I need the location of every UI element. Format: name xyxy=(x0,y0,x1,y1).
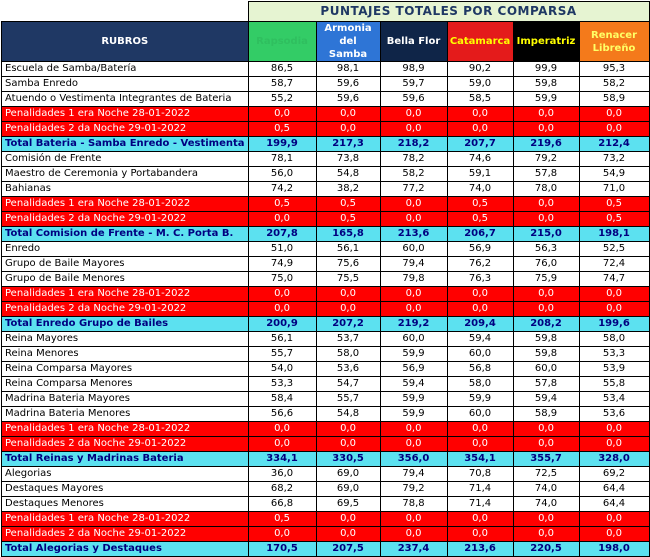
score-cell: 60,0 xyxy=(447,407,513,422)
score-cell: 215,0 xyxy=(513,227,579,242)
score-cell: 57,8 xyxy=(513,167,579,182)
score-cell: 0,0 xyxy=(513,422,579,437)
penalty-row xyxy=(2,302,650,317)
rubro-label: Destaques Mayores xyxy=(2,482,249,497)
score-cell: 76,3 xyxy=(447,272,513,287)
score-cell: 72,5 xyxy=(513,467,579,482)
score-cell: 165,8 xyxy=(316,227,380,242)
score-cell: 78,8 xyxy=(380,497,447,512)
score-cell: 220,5 xyxy=(513,542,579,557)
title-spacer xyxy=(2,2,249,22)
table-row xyxy=(2,332,650,347)
rubro-label: Penalidades 1 era Noche 28-01-2022 xyxy=(2,197,249,212)
rubro-label: Reina Comparsa Menores xyxy=(2,377,249,392)
score-cell: 71,0 xyxy=(579,182,649,197)
score-cell: 56,6 xyxy=(248,407,316,422)
score-cell: 219,6 xyxy=(513,137,579,152)
score-cell: 77,2 xyxy=(380,182,447,197)
score-cell: 0,0 xyxy=(380,287,447,302)
column-header-rapsodia: Rapsodia xyxy=(248,22,316,62)
score-cell: 76,2 xyxy=(447,257,513,272)
score-cell: 53,6 xyxy=(579,407,649,422)
score-cell: 57,8 xyxy=(513,377,579,392)
table-row xyxy=(2,347,650,362)
score-cell: 59,6 xyxy=(316,92,380,107)
score-cell: 56,1 xyxy=(248,332,316,347)
score-cell: 0,0 xyxy=(380,437,447,452)
score-cell: 0,5 xyxy=(248,122,316,137)
total-row xyxy=(2,452,650,467)
score-cell: 0,0 xyxy=(513,287,579,302)
score-cell: 0,0 xyxy=(316,287,380,302)
score-cell: 36,0 xyxy=(248,467,316,482)
score-cell: 209,4 xyxy=(447,317,513,332)
score-cell: 64,4 xyxy=(579,497,649,512)
score-cell: 0,0 xyxy=(316,527,380,542)
table-row xyxy=(2,167,650,182)
rubro-label: Atuendo o Vestimenta Integrantes de Bateria xyxy=(2,92,249,107)
score-cell: 74,9 xyxy=(248,257,316,272)
score-cell: 59,6 xyxy=(316,77,380,92)
score-cell: 0,0 xyxy=(579,512,649,527)
score-cell: 59,9 xyxy=(380,407,447,422)
score-cell: 54,8 xyxy=(316,407,380,422)
score-cell: 56,1 xyxy=(316,242,380,257)
score-cell: 0,0 xyxy=(316,122,380,137)
rubro-label: Comisión de Frente xyxy=(2,152,249,167)
score-cell: 55,2 xyxy=(248,92,316,107)
rubro-label: Total Alegorias y Destaques xyxy=(2,542,249,557)
score-cell: 0,0 xyxy=(316,512,380,527)
rubro-label: Reina Menores xyxy=(2,347,249,362)
score-cell: 0,0 xyxy=(513,302,579,317)
score-cell: 60,0 xyxy=(447,347,513,362)
table-title: PUNTAJES TOTALES POR COMPARSA xyxy=(248,2,649,22)
rubro-label: Samba Enredo xyxy=(2,77,249,92)
score-cell: 0,0 xyxy=(513,107,579,122)
score-cell: 66,8 xyxy=(248,497,316,512)
score-cell: 55,7 xyxy=(248,347,316,362)
score-cell: 79,4 xyxy=(380,257,447,272)
score-cell: 60,0 xyxy=(380,332,447,347)
rubros-header: RUBROS xyxy=(2,22,249,62)
rubro-label: Madrina Bateria Menores xyxy=(2,407,249,422)
score-cell: 0,5 xyxy=(248,512,316,527)
score-cell: 76,0 xyxy=(513,257,579,272)
score-cell: 0,0 xyxy=(447,107,513,122)
score-cell: 59,8 xyxy=(513,77,579,92)
score-cell: 0,0 xyxy=(316,422,380,437)
score-cell: 72,4 xyxy=(579,257,649,272)
score-cell: 56,3 xyxy=(513,242,579,257)
penalty-row xyxy=(2,422,650,437)
score-cell: 0,5 xyxy=(579,212,649,227)
column-header-bella-flor: Bella Flor xyxy=(380,22,447,62)
score-cell: 99,9 xyxy=(513,62,579,77)
score-cell: 74,2 xyxy=(248,182,316,197)
score-cell: 213,6 xyxy=(380,227,447,242)
rubro-label: Penalidades 2 da Noche 29-01-2022 xyxy=(2,212,249,227)
rubro-label: Total Bateria - Samba Enredo - Vestimenta xyxy=(2,137,249,152)
score-cell: 69,5 xyxy=(316,497,380,512)
score-cell: 64,4 xyxy=(579,482,649,497)
score-cell: 74,0 xyxy=(513,497,579,512)
score-cell: 0,5 xyxy=(579,197,649,212)
score-cell: 0,0 xyxy=(316,107,380,122)
score-cell: 200,9 xyxy=(248,317,316,332)
rubro-label: Maestro de Ceremonia y Portabandera xyxy=(2,167,249,182)
score-cell: 69,0 xyxy=(316,482,380,497)
title-row xyxy=(2,2,650,22)
score-cell: 54,7 xyxy=(316,377,380,392)
header-row xyxy=(2,22,650,62)
score-cell: 0,0 xyxy=(380,302,447,317)
score-cell: 74,6 xyxy=(447,152,513,167)
score-cell: 79,8 xyxy=(380,272,447,287)
score-cell: 54,0 xyxy=(248,362,316,377)
table-row xyxy=(2,482,650,497)
score-cell: 58,2 xyxy=(380,167,447,182)
rubro-label: Penalidades 1 era Noche 28-01-2022 xyxy=(2,107,249,122)
penalty-row xyxy=(2,122,650,137)
rubro-label: Penalidades 2 da Noche 29-01-2022 xyxy=(2,122,249,137)
score-cell: 53,6 xyxy=(316,362,380,377)
score-cell: 58,0 xyxy=(447,377,513,392)
score-cell: 59,9 xyxy=(380,392,447,407)
table-row xyxy=(2,92,650,107)
table-row xyxy=(2,242,650,257)
score-cell: 59,4 xyxy=(380,377,447,392)
score-cell: 0,0 xyxy=(513,512,579,527)
score-cell: 75,9 xyxy=(513,272,579,287)
score-cell: 98,9 xyxy=(380,62,447,77)
score-cell: 56,9 xyxy=(447,242,513,257)
score-cell: 53,3 xyxy=(579,347,649,362)
score-cell: 59,4 xyxy=(513,392,579,407)
score-cell: 59,0 xyxy=(447,77,513,92)
score-cell: 0,0 xyxy=(380,512,447,527)
total-row xyxy=(2,137,650,152)
rubro-label: Penalidades 2 da Noche 29-01-2022 xyxy=(2,527,249,542)
column-header-renacer-libreno: Renacer Libreño xyxy=(579,22,649,62)
score-cell: 98,1 xyxy=(316,62,380,77)
score-cell: 199,6 xyxy=(579,317,649,332)
score-cell: 207,7 xyxy=(447,137,513,152)
score-cell: 56,0 xyxy=(248,167,316,182)
rubro-label: Penalidades 1 era Noche 28-01-2022 xyxy=(2,422,249,437)
score-cell: 0,0 xyxy=(513,122,579,137)
score-cell: 198,1 xyxy=(579,227,649,242)
rubro-label: Total Reinas y Madrinas Bateria xyxy=(2,452,249,467)
score-cell: 0,0 xyxy=(380,422,447,437)
penalty-row xyxy=(2,527,650,542)
score-cell: 0,0 xyxy=(380,527,447,542)
score-cell: 207,2 xyxy=(316,317,380,332)
score-cell: 79,2 xyxy=(380,482,447,497)
score-cell: 59,9 xyxy=(513,92,579,107)
score-cell: 198,0 xyxy=(579,542,649,557)
score-cell: 86,5 xyxy=(248,62,316,77)
rubro-label: Total Comision de Frente - M. C. Porta B. xyxy=(2,227,249,242)
score-cell: 53,7 xyxy=(316,332,380,347)
score-cell: 0,5 xyxy=(316,197,380,212)
score-cell: 0,5 xyxy=(447,212,513,227)
score-cell: 59,6 xyxy=(380,92,447,107)
score-cell: 0,0 xyxy=(248,212,316,227)
rubro-label: Bahianas xyxy=(2,182,249,197)
scores-table-body xyxy=(2,2,650,557)
score-cell: 330,5 xyxy=(316,452,380,467)
rubro-label: Grupo de Baile Menores xyxy=(2,272,249,287)
table-row xyxy=(2,257,650,272)
score-cell: 0,0 xyxy=(513,527,579,542)
score-cell: 0,0 xyxy=(316,302,380,317)
score-cell: 58,9 xyxy=(513,407,579,422)
score-cell: 0,0 xyxy=(447,302,513,317)
score-cell: 0,0 xyxy=(248,527,316,542)
rubro-label: Enredo xyxy=(2,242,249,257)
table-row xyxy=(2,467,650,482)
column-header-armonia-del-samba: Armonia del Samba xyxy=(316,22,380,62)
score-cell: 58,7 xyxy=(248,77,316,92)
score-cell: 0,0 xyxy=(579,302,649,317)
total-row xyxy=(2,227,650,242)
score-cell: 55,7 xyxy=(316,392,380,407)
score-cell: 0,0 xyxy=(579,287,649,302)
score-cell: 52,5 xyxy=(579,242,649,257)
table-row xyxy=(2,152,650,167)
score-cell: 74,0 xyxy=(447,182,513,197)
score-cell: 0,0 xyxy=(380,212,447,227)
score-cell: 0,0 xyxy=(248,437,316,452)
scores-table-wrapper xyxy=(1,1,650,557)
score-cell: 0,0 xyxy=(579,107,649,122)
score-cell: 59,8 xyxy=(513,347,579,362)
score-cell: 78,2 xyxy=(380,152,447,167)
rubro-label: Penalidades 1 era Noche 28-01-2022 xyxy=(2,512,249,527)
score-cell: 207,5 xyxy=(316,542,380,557)
score-cell: 218,2 xyxy=(380,137,447,152)
penalty-row xyxy=(2,107,650,122)
score-cell: 38,2 xyxy=(316,182,380,197)
score-cell: 217,3 xyxy=(316,137,380,152)
score-cell: 69,0 xyxy=(316,467,380,482)
score-cell: 54,9 xyxy=(579,167,649,182)
score-cell: 95,3 xyxy=(579,62,649,77)
rubro-label: Penalidades 2 da Noche 29-01-2022 xyxy=(2,437,249,452)
score-cell: 0,0 xyxy=(447,512,513,527)
score-cell: 70,8 xyxy=(447,467,513,482)
table-row xyxy=(2,392,650,407)
score-cell: 59,9 xyxy=(380,347,447,362)
score-cell: 90,2 xyxy=(447,62,513,77)
table-row xyxy=(2,362,650,377)
score-cell: 75,5 xyxy=(316,272,380,287)
total-row xyxy=(2,317,650,332)
score-cell: 53,9 xyxy=(579,362,649,377)
score-cell: 56,9 xyxy=(380,362,447,377)
score-cell: 0,0 xyxy=(447,527,513,542)
score-cell: 74,0 xyxy=(513,482,579,497)
score-cell: 71,4 xyxy=(447,497,513,512)
score-cell: 0,0 xyxy=(248,107,316,122)
score-cell: 213,6 xyxy=(447,542,513,557)
score-cell: 73,2 xyxy=(579,152,649,167)
penalty-row xyxy=(2,512,650,527)
score-cell: 59,4 xyxy=(447,332,513,347)
score-cell: 0,0 xyxy=(248,422,316,437)
score-cell: 0,0 xyxy=(513,212,579,227)
score-cell: 55,8 xyxy=(579,377,649,392)
score-cell: 0,0 xyxy=(579,422,649,437)
score-cell: 0,0 xyxy=(380,107,447,122)
score-cell: 58,2 xyxy=(579,77,649,92)
score-cell: 79,4 xyxy=(380,467,447,482)
score-cell: 75,6 xyxy=(316,257,380,272)
score-cell: 78,1 xyxy=(248,152,316,167)
score-cell: 59,9 xyxy=(447,392,513,407)
score-cell: 355,7 xyxy=(513,452,579,467)
score-cell: 208,2 xyxy=(513,317,579,332)
table-row xyxy=(2,182,650,197)
score-cell: 78,0 xyxy=(513,182,579,197)
score-cell: 53,3 xyxy=(248,377,316,392)
score-cell: 207,8 xyxy=(248,227,316,242)
score-cell: 58,9 xyxy=(579,92,649,107)
score-cell: 0,0 xyxy=(579,122,649,137)
column-header-catamarca: Catamarca xyxy=(447,22,513,62)
table-row xyxy=(2,407,650,422)
table-row xyxy=(2,497,650,512)
score-cell: 53,4 xyxy=(579,392,649,407)
score-cell: 0,0 xyxy=(380,122,447,137)
penalty-row xyxy=(2,437,650,452)
score-cell: 0,0 xyxy=(447,122,513,137)
score-cell: 0,0 xyxy=(447,437,513,452)
rubro-label: Alegorias xyxy=(2,467,249,482)
penalty-row xyxy=(2,212,650,227)
score-cell: 328,0 xyxy=(579,452,649,467)
score-cell: 0,0 xyxy=(380,197,447,212)
score-cell: 170,5 xyxy=(248,542,316,557)
score-cell: 354,1 xyxy=(447,452,513,467)
rubro-label: Penalidades 1 era Noche 28-01-2022 xyxy=(2,287,249,302)
score-cell: 59,7 xyxy=(380,77,447,92)
score-cell: 58,4 xyxy=(248,392,316,407)
score-cell: 0,0 xyxy=(316,437,380,452)
score-cell: 79,2 xyxy=(513,152,579,167)
rubro-label: Penalidades 2 da Noche 29-01-2022 xyxy=(2,302,249,317)
score-cell: 199,9 xyxy=(248,137,316,152)
scores-table xyxy=(1,1,650,557)
score-cell: 0,0 xyxy=(248,287,316,302)
score-cell: 75,0 xyxy=(248,272,316,287)
score-cell: 219,2 xyxy=(380,317,447,332)
score-cell: 51,0 xyxy=(248,242,316,257)
rubro-label: Reina Mayores xyxy=(2,332,249,347)
score-cell: 58,0 xyxy=(579,332,649,347)
score-cell: 0,5 xyxy=(447,197,513,212)
score-cell: 56,8 xyxy=(447,362,513,377)
score-cell: 0,0 xyxy=(447,422,513,437)
score-cell: 356,0 xyxy=(380,452,447,467)
score-cell: 0,0 xyxy=(248,302,316,317)
score-cell: 0,5 xyxy=(248,197,316,212)
score-cell: 0,0 xyxy=(513,437,579,452)
score-cell: 237,4 xyxy=(380,542,447,557)
score-cell: 0,0 xyxy=(579,437,649,452)
score-cell: 58,0 xyxy=(316,347,380,362)
score-cell: 212,4 xyxy=(579,137,649,152)
score-cell: 59,1 xyxy=(447,167,513,182)
score-cell: 334,1 xyxy=(248,452,316,467)
score-cell: 74,7 xyxy=(579,272,649,287)
score-cell: 58,5 xyxy=(447,92,513,107)
score-cell: 68,2 xyxy=(248,482,316,497)
rubro-label: Reina Comparsa Mayores xyxy=(2,362,249,377)
penalty-row xyxy=(2,197,650,212)
penalty-row xyxy=(2,287,650,302)
score-cell: 71,4 xyxy=(447,482,513,497)
total-row xyxy=(2,542,650,557)
score-cell: 0,0 xyxy=(579,527,649,542)
score-cell: 60,0 xyxy=(380,242,447,257)
rubro-label: Escuela de Samba/Batería xyxy=(2,62,249,77)
table-row xyxy=(2,377,650,392)
score-cell: 69,2 xyxy=(579,467,649,482)
score-cell: 54,8 xyxy=(316,167,380,182)
table-row xyxy=(2,272,650,287)
score-cell: 0,0 xyxy=(447,287,513,302)
score-cell: 59,8 xyxy=(513,332,579,347)
score-cell: 60,0 xyxy=(513,362,579,377)
score-cell: 73,8 xyxy=(316,152,380,167)
table-row xyxy=(2,62,650,77)
score-cell: 0,5 xyxy=(316,212,380,227)
rubro-label: Grupo de Baile Mayores xyxy=(2,257,249,272)
column-header-imperatriz: Imperatriz xyxy=(513,22,579,62)
rubro-label: Total Enredo Grupo de Bailes xyxy=(2,317,249,332)
score-cell: 0,0 xyxy=(513,197,579,212)
rubro-label: Madrina Bateria Mayores xyxy=(2,392,249,407)
rubro-label: Destaques Menores xyxy=(2,497,249,512)
score-cell: 206,7 xyxy=(447,227,513,242)
table-row xyxy=(2,77,650,92)
